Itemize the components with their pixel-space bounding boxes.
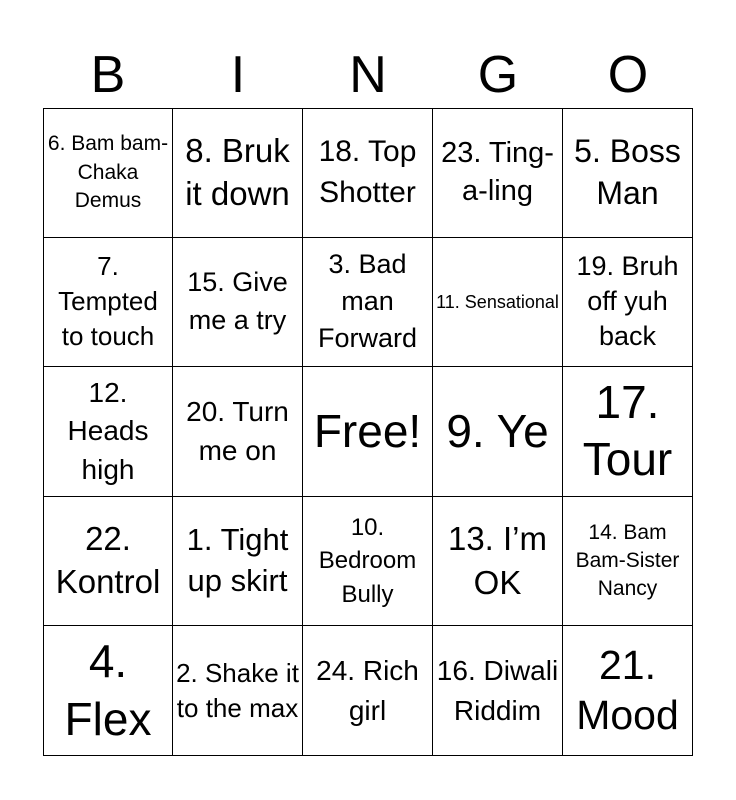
bingo-cell-label: 14. Bam Bam-Sister Nancy bbox=[575, 520, 680, 601]
bingo-cell[interactable] bbox=[43, 497, 173, 627]
bingo-cell[interactable] bbox=[433, 367, 563, 497]
bingo-cell-label: Free! bbox=[313, 404, 422, 457]
bingo-header bbox=[43, 42, 693, 108]
bingo-cell-label: 9. Ye bbox=[446, 404, 549, 457]
bingo-cell-label: 8. Bruk it down bbox=[185, 131, 290, 212]
bingo-cell-label: 24. Rich girl bbox=[316, 655, 419, 726]
bingo-cell[interactable] bbox=[303, 238, 433, 368]
bingo-card-grid bbox=[43, 108, 693, 756]
bingo-cell[interactable] bbox=[43, 238, 173, 368]
bingo-cell[interactable] bbox=[43, 108, 173, 238]
bingo-cell[interactable] bbox=[43, 626, 173, 756]
bingo-cell[interactable] bbox=[433, 626, 563, 756]
bingo-cell[interactable] bbox=[173, 626, 303, 756]
bingo-cell-label: 6. Bam bam-Chaka Demus bbox=[47, 132, 169, 212]
bingo-cell[interactable] bbox=[563, 497, 693, 627]
free-space-cell[interactable] bbox=[303, 367, 433, 497]
bingo-cell[interactable] bbox=[563, 108, 693, 238]
bingo-cell[interactable] bbox=[303, 497, 433, 627]
bingo-cell[interactable] bbox=[433, 238, 563, 368]
bingo-cell-label: 19. Bruh off yuh back bbox=[576, 251, 679, 352]
bingo-cell-label: 15. Give me a try bbox=[187, 267, 288, 335]
bingo-cell-label: 13. I’m OK bbox=[447, 519, 548, 602]
bingo-cell[interactable] bbox=[563, 367, 693, 497]
bingo-cell[interactable] bbox=[173, 497, 303, 627]
bingo-cell[interactable] bbox=[173, 108, 303, 238]
bingo-cell[interactable] bbox=[43, 367, 173, 497]
bingo-cell-label: 3. Bad man Forward bbox=[317, 249, 418, 354]
bingo-cell[interactable] bbox=[173, 238, 303, 368]
header-letter-g: G bbox=[477, 46, 519, 104]
bingo-cell[interactable] bbox=[433, 497, 563, 627]
bingo-cell-label: 22. Kontrol bbox=[55, 520, 161, 601]
bingo-cell-label: 21. Mood bbox=[576, 642, 679, 738]
header-letter-n: N bbox=[349, 46, 387, 104]
bingo-cell-label: 4. Flex bbox=[64, 635, 152, 745]
bingo-cell-label: 7. Tempted to touch bbox=[58, 251, 158, 352]
bingo-cell-label: 17. Tour bbox=[582, 375, 673, 486]
bingo-cell-label: 2. Shake it to the max bbox=[176, 657, 299, 723]
bingo-cell-label: 18. Top Shotter bbox=[318, 135, 417, 209]
bingo-cell[interactable] bbox=[303, 626, 433, 756]
bingo-cell[interactable] bbox=[563, 626, 693, 756]
bingo-cell-label: 20. Turn me on bbox=[186, 396, 289, 467]
bingo-cell-label: 23. Ting-a-ling bbox=[441, 137, 554, 207]
bingo-cell-label: 12. Heads high bbox=[67, 376, 149, 485]
bingo-cell-label: 5. Boss Man bbox=[574, 133, 681, 211]
bingo-cell[interactable] bbox=[433, 108, 563, 238]
bingo-cell-label: 16. Diwali Riddim bbox=[436, 655, 559, 726]
bingo-cell[interactable] bbox=[563, 238, 693, 368]
header-letter-i: I bbox=[230, 46, 246, 104]
bingo-cell-label: 10. Bedroom Bully bbox=[318, 513, 417, 608]
bingo-cell[interactable] bbox=[173, 367, 303, 497]
bingo-cell-label: 11. Sensational bbox=[436, 291, 559, 312]
header-letter-o: O bbox=[607, 46, 649, 104]
bingo-cell[interactable] bbox=[303, 108, 433, 238]
header-letter-b: B bbox=[90, 46, 126, 104]
bingo-cell-label: 1. Tight up skirt bbox=[186, 522, 289, 599]
